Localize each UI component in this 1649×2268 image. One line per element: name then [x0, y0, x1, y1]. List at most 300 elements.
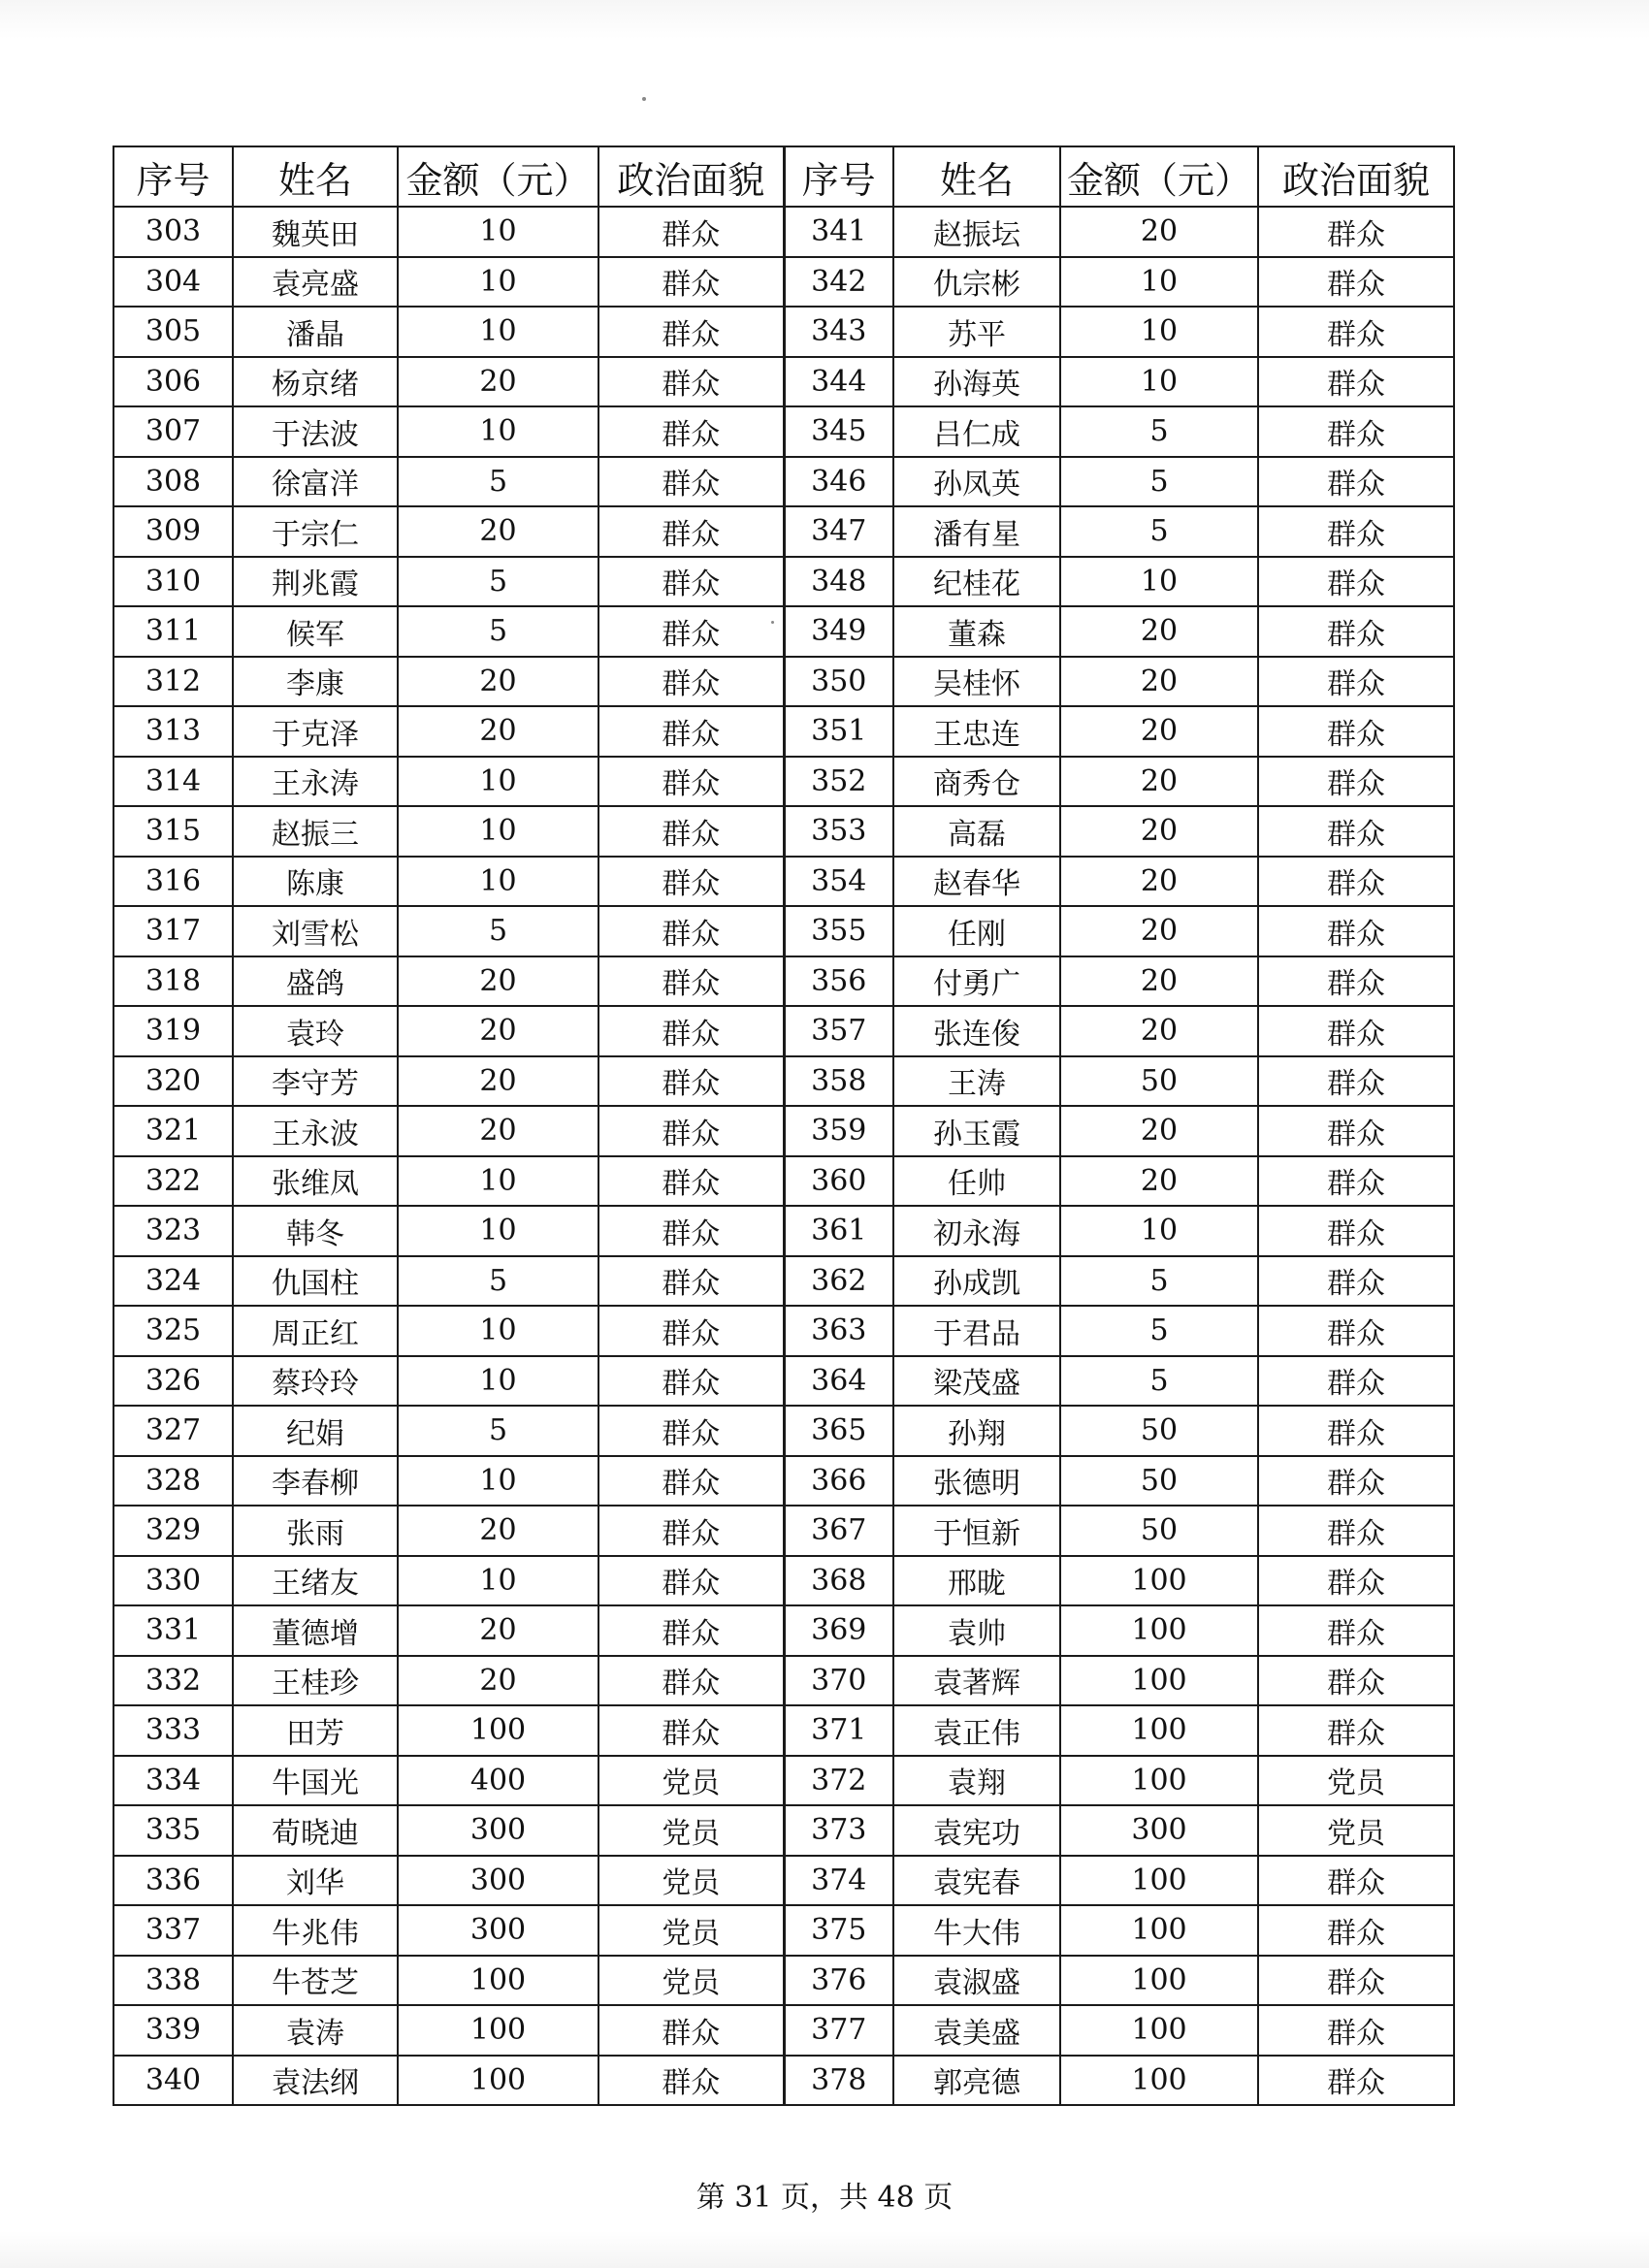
cell-amount: 100: [398, 2056, 598, 2106]
cell-political-status: 群众: [598, 1605, 784, 1656]
table-row: [113, 657, 1454, 707]
table-row: [113, 1106, 1454, 1156]
cell-serial: 374: [784, 1856, 893, 1906]
cell-amount: 5: [1060, 506, 1258, 557]
table-row: [113, 1406, 1454, 1456]
table-row: [113, 1756, 1454, 1806]
cell-political-status: 群众: [598, 307, 784, 357]
cell-amount: 20: [398, 1056, 598, 1107]
cell-name: 任刚: [893, 906, 1060, 956]
cell-serial: 337: [113, 1905, 233, 1956]
cell-political-status: 群众: [598, 2056, 784, 2106]
cell-political-status: 群众: [1258, 357, 1454, 407]
cell-amount: 10: [398, 1456, 598, 1507]
cell-political-status: 群众: [1258, 1106, 1454, 1156]
cell-name: 袁玲: [233, 1006, 398, 1056]
cell-name: 王永涛: [233, 757, 398, 807]
cell-political-status: 群众: [1258, 1506, 1454, 1556]
cell-amount: 100: [1060, 1905, 1258, 1956]
cell-political-status: 群众: [1258, 1156, 1454, 1207]
cell-name: 赵振坛: [893, 207, 1060, 257]
cell-name: 张维凤: [233, 1156, 398, 1207]
cell-amount: 5: [1060, 457, 1258, 507]
cell-political-status: 群众: [1258, 606, 1454, 657]
table-row: [113, 1206, 1454, 1256]
cell-amount: 5: [1060, 1306, 1258, 1356]
cell-serial: 368: [784, 1556, 893, 1606]
page-number-footer: 第 31 页，共 48 页: [695, 2181, 954, 2215]
cell-amount: 5: [1060, 406, 1258, 457]
cell-name: 袁翔: [893, 1756, 1060, 1806]
cell-amount: 20: [1060, 1106, 1258, 1156]
table-row: [113, 1556, 1454, 1606]
cell-amount: 20: [398, 1605, 598, 1656]
table-row: [113, 406, 1454, 457]
cell-political-status: 群众: [1258, 557, 1454, 607]
cell-political-status: 群众: [598, 757, 784, 807]
cell-amount: 100: [1060, 1956, 1258, 2006]
cell-name: 盛鸽: [233, 956, 398, 1007]
cell-name: 纪娟: [233, 1406, 398, 1456]
cell-serial: 319: [113, 1006, 233, 1056]
cell-serial: 326: [113, 1356, 233, 1407]
cell-name: 韩冬: [233, 1206, 398, 1256]
cell-name: 于克泽: [233, 706, 398, 757]
table-row: [113, 906, 1454, 956]
table-row: [113, 257, 1454, 308]
cell-serial: 369: [784, 1605, 893, 1656]
cell-serial: 377: [784, 2005, 893, 2056]
cell-political-status: 群众: [598, 1506, 784, 1556]
cell-serial: 323: [113, 1206, 233, 1256]
cell-political-status: 群众: [598, 606, 784, 657]
header-political-status: 政治面貌: [598, 146, 784, 207]
cell-political-status: 群众: [1258, 1406, 1454, 1456]
cell-amount: 300: [398, 1805, 598, 1856]
cell-amount: 10: [398, 806, 598, 857]
cell-political-status: 党员: [1258, 1805, 1454, 1856]
cell-name: 商秀仓: [893, 757, 1060, 807]
cell-serial: 354: [784, 857, 893, 907]
cell-amount: 20: [1060, 706, 1258, 757]
cell-name: 袁美盛: [893, 2005, 1060, 2056]
cell-serial: 371: [784, 1705, 893, 1756]
cell-amount: 300: [398, 1856, 598, 1906]
cell-political-status: 群众: [598, 1006, 784, 1056]
cell-name: 王绪友: [233, 1556, 398, 1606]
cell-amount: 100: [1060, 1856, 1258, 1906]
cell-political-status: 党员: [598, 1856, 784, 1906]
cell-serial: 312: [113, 657, 233, 707]
cell-name: 袁涛: [233, 2005, 398, 2056]
cell-amount: 20: [398, 1106, 598, 1156]
table-row: [113, 1156, 1454, 1207]
table-row: [113, 1456, 1454, 1507]
cell-political-status: 群众: [598, 257, 784, 308]
cell-serial: 309: [113, 506, 233, 557]
cell-name: 高磊: [893, 806, 1060, 857]
cell-name: 仇宗彬: [893, 257, 1060, 308]
cell-amount: 100: [1060, 1705, 1258, 1756]
cell-political-status: 群众: [1258, 1905, 1454, 1956]
cell-amount: 20: [398, 506, 598, 557]
cell-serial: 325: [113, 1306, 233, 1356]
cell-name: 陈康: [233, 857, 398, 907]
cell-name: 张德明: [893, 1456, 1060, 1507]
cell-serial: 357: [784, 1006, 893, 1056]
cell-name: 任帅: [893, 1156, 1060, 1207]
cell-political-status: 群众: [1258, 1356, 1454, 1407]
cell-name: 刘雪松: [233, 906, 398, 956]
cell-political-status: 群众: [1258, 906, 1454, 956]
cell-amount: 20: [1060, 1156, 1258, 1207]
cell-name: 魏英田: [233, 207, 398, 257]
cell-amount: 10: [398, 1556, 598, 1606]
cell-name: 周正红: [233, 1306, 398, 1356]
cell-political-status: 群众: [1258, 2056, 1454, 2106]
cell-amount: 20: [1060, 956, 1258, 1007]
cell-political-status: 群众: [1258, 457, 1454, 507]
cell-political-status: 群众: [598, 1456, 784, 1507]
cell-serial: 375: [784, 1905, 893, 1956]
cell-amount: 20: [398, 1006, 598, 1056]
cell-political-status: 群众: [598, 357, 784, 407]
cell-amount: 300: [398, 1905, 598, 1956]
cell-amount: 10: [398, 207, 598, 257]
cell-amount: 10: [1060, 307, 1258, 357]
cell-serial: 331: [113, 1605, 233, 1656]
cell-amount: 400: [398, 1756, 598, 1806]
cell-amount: 10: [1060, 1206, 1258, 1256]
cell-amount: 50: [1060, 1506, 1258, 1556]
cell-political-status: 群众: [598, 506, 784, 557]
cell-amount: 100: [1060, 1605, 1258, 1656]
cell-political-status: 群众: [1258, 1605, 1454, 1656]
cell-political-status: 群众: [598, 1256, 784, 1307]
table-header-row: [113, 146, 1454, 207]
cell-serial: 324: [113, 1256, 233, 1307]
cell-political-status: 群众: [598, 1206, 784, 1256]
cell-serial: 308: [113, 457, 233, 507]
cell-name: 潘有星: [893, 506, 1060, 557]
cell-serial: 362: [784, 1256, 893, 1307]
table-row: [113, 857, 1454, 907]
cell-name: 杨京绪: [233, 357, 398, 407]
table-row: [113, 207, 1454, 257]
cell-name: 初永海: [893, 1206, 1060, 1256]
table-row: [113, 1056, 1454, 1107]
cell-name: 苏平: [893, 307, 1060, 357]
cell-name: 梁茂盛: [893, 1356, 1060, 1407]
cell-amount: 5: [398, 1406, 598, 1456]
cell-amount: 20: [1060, 757, 1258, 807]
cell-serial: 378: [784, 2056, 893, 2106]
cell-serial: 316: [113, 857, 233, 907]
cell-amount: 5: [398, 557, 598, 607]
cell-amount: 20: [398, 357, 598, 407]
cell-amount: 10: [398, 257, 598, 308]
cell-political-status: 群众: [1258, 1656, 1454, 1706]
cell-name: 于君品: [893, 1306, 1060, 1356]
table-row: [113, 2005, 1454, 2056]
cell-name: 袁宪功: [893, 1805, 1060, 1856]
cell-serial: 327: [113, 1406, 233, 1456]
cell-political-status: 群众: [1258, 307, 1454, 357]
cell-serial: 332: [113, 1656, 233, 1706]
cell-name: 郭亮德: [893, 2056, 1060, 2106]
cell-name: 董德增: [233, 1605, 398, 1656]
cell-amount: 10: [398, 307, 598, 357]
cell-political-status: 群众: [598, 857, 784, 907]
cell-serial: 321: [113, 1106, 233, 1156]
cell-serial: 310: [113, 557, 233, 607]
cell-amount: 100: [1060, 2005, 1258, 2056]
cell-political-status: 群众: [598, 1056, 784, 1107]
table-row: [113, 557, 1454, 607]
cell-political-status: 群众: [598, 1406, 784, 1456]
cell-serial: 311: [113, 606, 233, 657]
cell-political-status: 群众: [1258, 956, 1454, 1007]
cell-political-status: 群众: [1258, 1006, 1454, 1056]
header-name: 姓名: [233, 146, 398, 207]
cell-name: 蔡玲玲: [233, 1356, 398, 1407]
cell-amount: 100: [398, 1956, 598, 2006]
cell-political-status: 群众: [598, 1306, 784, 1356]
cell-name: 赵春华: [893, 857, 1060, 907]
cell-amount: 5: [398, 906, 598, 956]
cell-serial: 361: [784, 1206, 893, 1256]
table-row: [113, 706, 1454, 757]
cell-serial: 343: [784, 307, 893, 357]
cell-serial: 353: [784, 806, 893, 857]
cell-political-status: 群众: [1258, 406, 1454, 457]
cell-political-status: 群众: [598, 906, 784, 956]
cell-name: 牛兆伟: [233, 1905, 398, 1956]
cell-political-status: 群众: [598, 1106, 784, 1156]
cell-amount: 20: [1060, 657, 1258, 707]
cell-serial: 329: [113, 1506, 233, 1556]
cell-serial: 351: [784, 706, 893, 757]
header-amount: 金额（元）: [398, 146, 598, 207]
cell-political-status: 群众: [1258, 1856, 1454, 1906]
cell-political-status: 群众: [1258, 1456, 1454, 1507]
cell-amount: 10: [398, 1356, 598, 1407]
cell-name: 袁著辉: [893, 1656, 1060, 1706]
cell-serial: 335: [113, 1805, 233, 1856]
cell-serial: 355: [784, 906, 893, 956]
cell-amount: 300: [1060, 1805, 1258, 1856]
cell-political-status: 党员: [1258, 1756, 1454, 1806]
cell-political-status: 群众: [598, 1156, 784, 1207]
cell-political-status: 群众: [598, 1705, 784, 1756]
cell-name: 李康: [233, 657, 398, 707]
cell-serial: 338: [113, 1956, 233, 2006]
table-row: [113, 2056, 1454, 2106]
scan-speck: [642, 97, 646, 101]
cell-amount: 50: [1060, 1406, 1258, 1456]
cell-amount: 5: [398, 457, 598, 507]
cell-serial: 356: [784, 956, 893, 1007]
cell-serial: 334: [113, 1756, 233, 1806]
cell-name: 王桂珍: [233, 1656, 398, 1706]
cell-name: 徐富洋: [233, 457, 398, 507]
cell-serial: 304: [113, 257, 233, 308]
cell-name: 袁帅: [893, 1605, 1060, 1656]
cell-serial: 358: [784, 1056, 893, 1107]
table-row: [113, 357, 1454, 407]
table-body: [113, 207, 1454, 2105]
cell-political-status: 群众: [1258, 207, 1454, 257]
cell-serial: 367: [784, 1506, 893, 1556]
cell-serial: 352: [784, 757, 893, 807]
cell-political-status: 群众: [598, 956, 784, 1007]
table-row: [113, 1506, 1454, 1556]
cell-political-status: 群众: [598, 657, 784, 707]
cell-serial: 340: [113, 2056, 233, 2106]
cell-amount: 20: [1060, 1006, 1258, 1056]
cell-political-status: 党员: [598, 1905, 784, 1956]
cell-amount: 10: [398, 757, 598, 807]
cell-name: 孙海英: [893, 357, 1060, 407]
cell-serial: 322: [113, 1156, 233, 1207]
cell-serial: 330: [113, 1556, 233, 1606]
cell-political-status: 群众: [1258, 2005, 1454, 2056]
cell-name: 袁正伟: [893, 1705, 1060, 1756]
cell-serial: 317: [113, 906, 233, 956]
cell-name: 袁亮盛: [233, 257, 398, 308]
cell-serial: 359: [784, 1106, 893, 1156]
cell-political-status: 群众: [1258, 1705, 1454, 1756]
cell-name: 孙凤英: [893, 457, 1060, 507]
cell-political-status: 群众: [1258, 257, 1454, 308]
cell-name: 候军: [233, 606, 398, 657]
cell-name: 邢昽: [893, 1556, 1060, 1606]
table-row: [113, 1256, 1454, 1307]
header-name: 姓名: [893, 146, 1060, 207]
cell-serial: 318: [113, 956, 233, 1007]
cell-serial: 360: [784, 1156, 893, 1207]
header-serial: 序号: [113, 146, 233, 207]
cell-serial: 376: [784, 1956, 893, 2006]
cell-name: 牛大伟: [893, 1905, 1060, 1956]
cell-serial: 336: [113, 1856, 233, 1906]
cell-amount: 20: [1060, 906, 1258, 956]
cell-serial: 372: [784, 1756, 893, 1806]
cell-serial: 363: [784, 1306, 893, 1356]
cell-name: 田芳: [233, 1705, 398, 1756]
table-row: [113, 806, 1454, 857]
cell-political-status: 群众: [598, 806, 784, 857]
cell-political-status: 群众: [598, 557, 784, 607]
cell-political-status: 群众: [1258, 1056, 1454, 1107]
cell-serial: 307: [113, 406, 233, 457]
cell-name: 孙成凯: [893, 1256, 1060, 1307]
cell-name: 牛苍芝: [233, 1956, 398, 2006]
cell-amount: 100: [1060, 2056, 1258, 2106]
cell-amount: 100: [1060, 1656, 1258, 1706]
table-row: [113, 956, 1454, 1007]
cell-serial: 341: [784, 207, 893, 257]
cell-political-status: 群众: [1258, 1256, 1454, 1307]
cell-serial: 306: [113, 357, 233, 407]
cell-amount: 5: [1060, 1256, 1258, 1307]
cell-political-status: 群众: [1258, 857, 1454, 907]
cell-name: 吕仁成: [893, 406, 1060, 457]
cell-political-status: 群众: [1258, 1556, 1454, 1606]
cell-amount: 10: [398, 1306, 598, 1356]
table-row: [113, 1605, 1454, 1656]
header-amount: 金额（元）: [1060, 146, 1258, 207]
cell-political-status: 群众: [598, 2005, 784, 2056]
cell-political-status: 群众: [1258, 1956, 1454, 2006]
cell-name: 仇国柱: [233, 1256, 398, 1307]
cell-amount: 100: [1060, 1756, 1258, 1806]
cell-amount: 20: [1060, 806, 1258, 857]
cell-serial: 349: [784, 606, 893, 657]
cell-amount: 10: [1060, 557, 1258, 607]
cell-amount: 50: [1060, 1456, 1258, 1507]
donation-roster-table: [113, 146, 1455, 2106]
cell-name: 付勇广: [893, 956, 1060, 1007]
cell-political-status: 群众: [1258, 1206, 1454, 1256]
cell-amount: 20: [1060, 857, 1258, 907]
table-row: [113, 307, 1454, 357]
cell-political-status: 群众: [598, 207, 784, 257]
cell-name: 李守芳: [233, 1056, 398, 1107]
cell-political-status: 群众: [1258, 657, 1454, 707]
cell-name: 张雨: [233, 1506, 398, 1556]
cell-amount: 10: [398, 406, 598, 457]
cell-serial: 303: [113, 207, 233, 257]
cell-political-status: 群众: [598, 706, 784, 757]
cell-political-status: 群众: [598, 1356, 784, 1407]
table-row: [113, 1306, 1454, 1356]
table-row: [113, 457, 1454, 507]
table-row: [113, 506, 1454, 557]
cell-political-status: 党员: [598, 1805, 784, 1856]
cell-serial: 342: [784, 257, 893, 308]
cell-name: 袁淑盛: [893, 1956, 1060, 2006]
cell-serial: 348: [784, 557, 893, 607]
cell-name: 潘晶: [233, 307, 398, 357]
cell-amount: 20: [1060, 207, 1258, 257]
cell-name: 于法波: [233, 406, 398, 457]
cell-amount: 100: [398, 2005, 598, 2056]
header-serial: 序号: [784, 146, 893, 207]
cell-political-status: 党员: [598, 1756, 784, 1806]
cell-political-status: 群众: [1258, 806, 1454, 857]
cell-political-status: 群众: [598, 1556, 784, 1606]
cell-amount: 20: [398, 1656, 598, 1706]
cell-political-status: 群众: [598, 1656, 784, 1706]
table-row: [113, 1006, 1454, 1056]
cell-amount: 5: [398, 1256, 598, 1307]
cell-name: 牛国光: [233, 1756, 398, 1806]
cell-serial: 339: [113, 2005, 233, 2056]
cell-name: 于恒新: [893, 1506, 1060, 1556]
cell-name: 李春柳: [233, 1456, 398, 1507]
cell-political-status: 群众: [598, 457, 784, 507]
table-row: [113, 757, 1454, 807]
cell-name: 荀晓迪: [233, 1805, 398, 1856]
cell-amount: 10: [398, 857, 598, 907]
cell-serial: 313: [113, 706, 233, 757]
cell-serial: 344: [784, 357, 893, 407]
table-row: [113, 1705, 1454, 1756]
cell-amount: 20: [398, 956, 598, 1007]
cell-name: 荆兆霞: [233, 557, 398, 607]
cell-serial: 347: [784, 506, 893, 557]
